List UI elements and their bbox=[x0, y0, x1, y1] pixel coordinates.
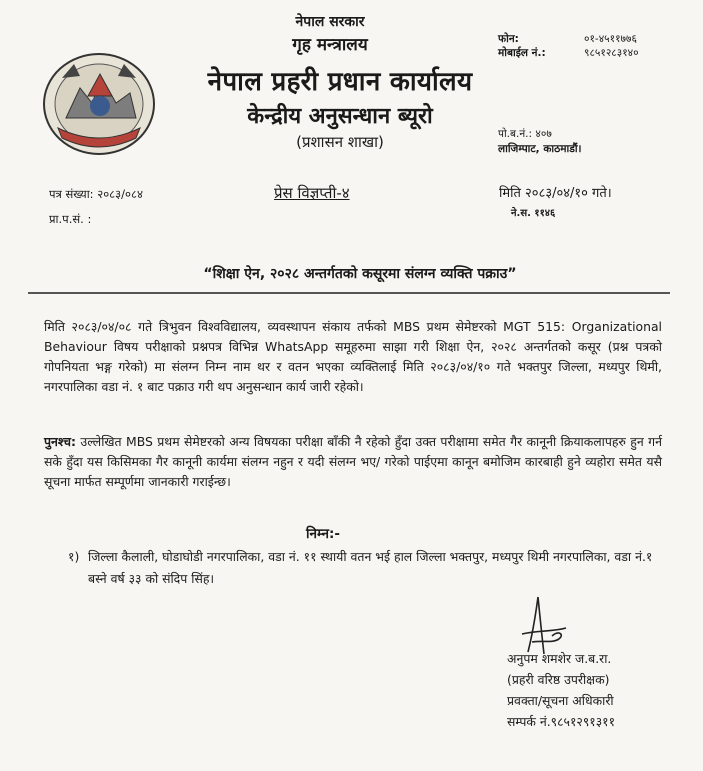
ministry-name: गृह मन्त्रालय bbox=[292, 35, 368, 55]
reference-number: प्रा.प.सं. : bbox=[49, 212, 92, 226]
bureau-name: केन्द्रीय अनुसन्धान ब्यूरो bbox=[247, 104, 433, 129]
mobile-label: मोबाईल नं.: bbox=[498, 47, 546, 59]
section-name: (प्रशासन शाखा) bbox=[296, 133, 384, 151]
phone-label: फोन: bbox=[498, 33, 519, 45]
list-item-number: १) bbox=[68, 549, 80, 564]
title-divider bbox=[28, 292, 670, 294]
office-location: लाजिम्पाट, काठमाडौं। bbox=[498, 143, 582, 155]
issue-date: मिति २०८३/०४/१० गते। bbox=[499, 186, 612, 201]
nepal-emblem-logo bbox=[40, 48, 158, 158]
phone-value: ०१-४५११७७६ bbox=[584, 33, 637, 45]
signatory-name: अनुपम शमशेर ज.ब.रा. bbox=[507, 651, 612, 666]
postscript-label: पुनश्च: bbox=[44, 434, 77, 449]
office-name: नेपाल प्रहरी प्रधान कार्यालय bbox=[207, 67, 473, 97]
list-item-text: जिल्ला कैलाली, घोडाघोडी नगरपालिका, वडा नं. ११ स्थायी वतन भई हाल जिल्ला भक्तपुर, मध्यपुर थिमी नगरपालिका, वडा नं.१ बस्ने वर्ष ३३ को संदिप सिंह। bbox=[88, 549, 653, 586]
government-name: नेपाल सरकार bbox=[295, 14, 365, 30]
notice-title: “शिक्षा ऐन, २०२८ अन्तर्गतको कसूरमा संलग्न व्यक्ति पक्राउ” bbox=[203, 266, 517, 282]
press-release-heading: प्रेस विज्ञप्ती-४ bbox=[274, 184, 350, 202]
list-heading: निम्न:- bbox=[306, 526, 341, 542]
signatory-role: प्रवक्ता/सूचना अधिकारी bbox=[507, 693, 614, 708]
body-paragraph-2 bbox=[44, 432, 662, 492]
signatory-phone: सम्पर्क नं.९८५१२९१३११ bbox=[507, 714, 616, 729]
signatory-rank: (प्रहरी वरिष्ठ उपरीक्षक) bbox=[507, 672, 610, 687]
letter-number: पत्र संख्या: २०८३/०८४ bbox=[49, 187, 143, 201]
body-paragraph-1: मिति २०८३/०४/०८ गते त्रिभुवन विश्वविद्यालय, व्यवस्थापन संकाय तर्फको MBS प्रथम सेमेष्टरको MGT 515: Organizational Behaviour विषय परीक्षाको प्रश्नपत्र विभिन्न WhatsApp समूहरुमा साझा गरी शिक्षा ऐन, २०२८ अन्तर्गतको कसूर (प्रश्न पत्रको गोपनियता भङ्ग गरेको) मा संलग्न निम्न नाम थर र वतन भएका व्यक्तिलाई मिति २०८३/०४/१० गते भक्तपुर जिल्ला, मध्यपुर थिमी, नगरपालिका वडा नं. १ बाट पक्राउ गरी थप अनुसन्धान कार्य जारी रहेको। bbox=[44, 319, 662, 394]
postscript-text: उल्लेखित MBS प्रथम सेमेष्टरको अन्य विषयका परीक्षा बाँकी नै रहेको हुँदा उक्त परीक्षामा समेत गैर कानूनी क्रियाकलापहरु हुन गर्न सके हुँदा यस किसिमका गैर कानूनी कार्यमा संलग्न नहुन र यदी संलग्न भए/ गरेको पाईएमा कानून बमोजिम कारबाही हुने व्यहोरा समेत यसै सूचना मार्फत सम्पूर्णमा जानकारी गराईन्छ। bbox=[44, 434, 662, 489]
nepal-sambat-number: ने.स. ११४६ bbox=[511, 208, 556, 219]
po-box: पो.ब.नं.: ४०७ bbox=[498, 128, 552, 140]
mobile-value: ९८५१२८३१४० bbox=[584, 47, 639, 59]
signature-block bbox=[507, 648, 615, 732]
